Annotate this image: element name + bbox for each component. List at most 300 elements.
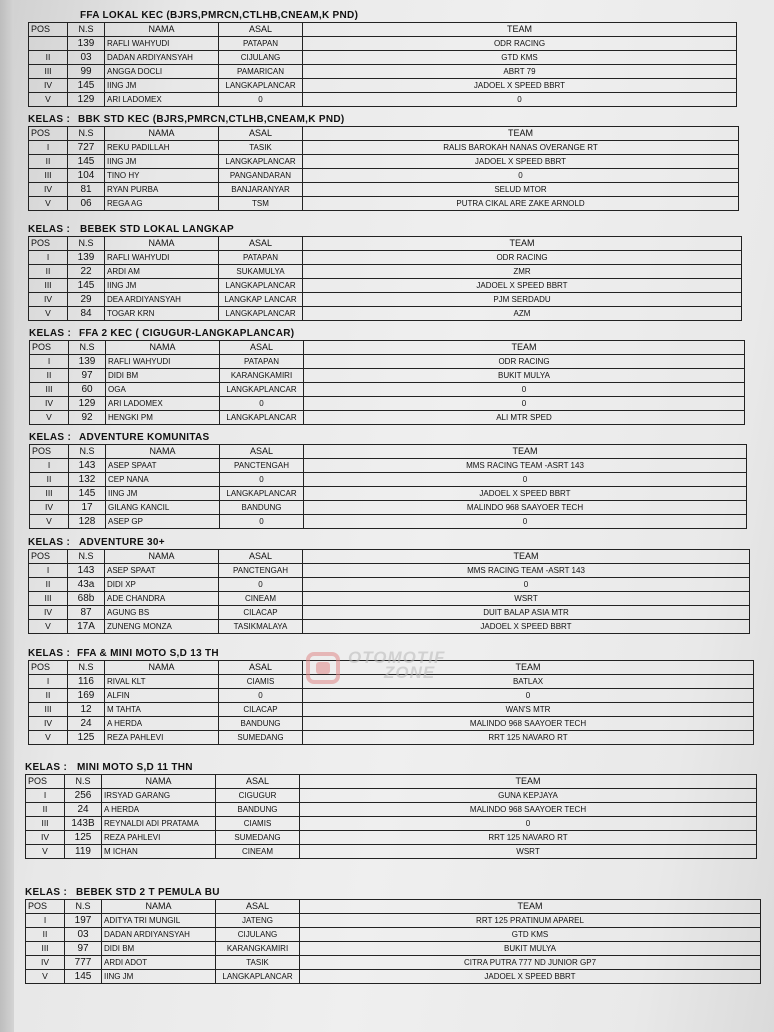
- results-table: [28, 236, 742, 321]
- cell-asal: KARANGKAMIRI: [216, 942, 300, 956]
- table-row: [30, 459, 747, 473]
- cell-ns: 119: [65, 845, 102, 859]
- cell-asal: TASIKMALAYA: [219, 620, 303, 634]
- cell-nama: REZA PAHLEVI: [102, 831, 216, 845]
- cell-nama: ARDI AM: [105, 265, 219, 279]
- cell-ns: 104: [68, 169, 105, 183]
- results-section: [28, 537, 750, 634]
- table-header-row: [29, 550, 750, 564]
- table-row: [29, 717, 754, 731]
- cell-pos: V: [29, 197, 68, 211]
- results-table: [25, 774, 757, 859]
- results-table: [25, 899, 761, 984]
- cell-asal: KARANGKAMIRI: [220, 369, 304, 383]
- class-name: FFA LOKAL KEC (BJRS,PMRCN,CTLHB,CNEAM,K PND): [80, 10, 359, 21]
- table-row: [29, 169, 739, 183]
- results-section: [28, 114, 739, 211]
- cell-pos: IV: [30, 397, 69, 411]
- cell-team: JADOEL X SPEED BBRT: [303, 155, 739, 169]
- cell-nama: RIVAL KLT: [105, 675, 219, 689]
- column-header-asal: ASAL: [219, 127, 303, 141]
- column-header-team: TEAM: [303, 661, 754, 675]
- cell-team: 0: [303, 578, 750, 592]
- column-header-pos: POS: [30, 341, 69, 355]
- table-row: [30, 515, 747, 529]
- cell-ns: 99: [68, 65, 105, 79]
- cell-nama: A HERDA: [102, 803, 216, 817]
- cell-asal: SUMEDANG: [216, 831, 300, 845]
- cell-pos: II: [26, 803, 65, 817]
- column-header-ns: N.S: [68, 23, 105, 37]
- table-row: [29, 578, 750, 592]
- table-row: [30, 487, 747, 501]
- table-header-row: [26, 900, 761, 914]
- cell-asal: TASIK: [216, 956, 300, 970]
- class-heading: [29, 432, 747, 444]
- cell-nama: AGUNG BS: [105, 606, 219, 620]
- table-row: [29, 689, 754, 703]
- cell-team: SELUD MTOR: [303, 183, 739, 197]
- table-row: [29, 197, 739, 211]
- column-header-pos: POS: [30, 445, 69, 459]
- table-header-row: [29, 237, 742, 251]
- cell-team: BUKIT MULYA: [300, 942, 761, 956]
- results-table: [28, 126, 739, 211]
- cell-pos: V: [29, 307, 68, 321]
- kelas-label: KELAS :: [29, 432, 72, 443]
- cell-team: PJM SERDADU: [303, 293, 742, 307]
- cell-asal: CIGUGUR: [216, 789, 300, 803]
- cell-team: 0: [303, 169, 739, 183]
- cell-team: RALIS BAROKAH NANAS OVERANGE RT: [303, 141, 739, 155]
- table-row: [26, 831, 757, 845]
- cell-pos: III: [30, 487, 69, 501]
- cell-ns: 197: [65, 914, 102, 928]
- cell-nama: A HERDA: [105, 717, 219, 731]
- cell-pos: I: [30, 459, 69, 473]
- column-header-asal: ASAL: [219, 23, 303, 37]
- cell-ns: 92: [69, 411, 106, 425]
- cell-nama: DIDI BM: [102, 942, 216, 956]
- cell-team: 0: [303, 93, 737, 107]
- table-row: [29, 155, 739, 169]
- cell-ns: 12: [68, 703, 105, 717]
- class-heading: [28, 10, 737, 22]
- table-row: [29, 141, 739, 155]
- class-name: FFA 2 KEC ( CIGUGUR-LANGKAPLANCAR): [79, 328, 295, 339]
- column-header-pos: POS: [26, 900, 65, 914]
- cell-pos: I: [29, 564, 68, 578]
- cell-asal: LANGKAPLANCAR: [220, 411, 304, 425]
- cell-nama: REKU PADILLAH: [105, 141, 219, 155]
- column-header-ns: N.S: [65, 775, 102, 789]
- results-table: [29, 444, 747, 529]
- cell-nama: RAFLI WAHYUDI: [106, 355, 220, 369]
- table-row: [30, 397, 745, 411]
- cell-asal: TASIK: [219, 141, 303, 155]
- cell-nama: TINO HY: [105, 169, 219, 183]
- column-header-team: TEAM: [303, 127, 739, 141]
- cell-ns: 139: [69, 355, 106, 369]
- cell-ns: 97: [65, 942, 102, 956]
- column-header-asal: ASAL: [219, 237, 303, 251]
- table-row: [30, 383, 745, 397]
- column-header-pos: POS: [29, 550, 68, 564]
- cell-nama: ARDI ADOT: [102, 956, 216, 970]
- cell-ns: 145: [65, 970, 102, 984]
- class-heading: [25, 762, 757, 774]
- cell-nama: DEA ARDIYANSYAH: [105, 293, 219, 307]
- table-row: [29, 675, 754, 689]
- cell-asal: CILACAP: [219, 606, 303, 620]
- kelas-label: KELAS :: [28, 224, 71, 235]
- table-row: [29, 265, 742, 279]
- table-row: [30, 501, 747, 515]
- table-row: [29, 620, 750, 634]
- cell-team: ABRT 79: [303, 65, 737, 79]
- column-header-asal: ASAL: [219, 661, 303, 675]
- table-row: [29, 51, 737, 65]
- table-row: [29, 93, 737, 107]
- column-header-nama: NAMA: [105, 661, 219, 675]
- cell-team: JADOEL X SPEED BBRT: [303, 279, 742, 293]
- cell-ns: 777: [65, 956, 102, 970]
- column-header-nama: NAMA: [102, 775, 216, 789]
- results-section: [29, 328, 745, 425]
- cell-team: ODR RACING: [304, 355, 745, 369]
- results-section: [25, 887, 761, 984]
- cell-team: BATLAX: [303, 675, 754, 689]
- cell-pos: V: [26, 845, 65, 859]
- cell-pos: II: [26, 928, 65, 942]
- cell-ns: 145: [69, 487, 106, 501]
- cell-asal: LANGKAPLANCAR: [219, 279, 303, 293]
- cell-nama: IING JM: [105, 155, 219, 169]
- cell-asal: BANDUNG: [219, 717, 303, 731]
- cell-ns: 256: [65, 789, 102, 803]
- cell-nama: TOGAR KRN: [105, 307, 219, 321]
- cell-team: MALINDO 968 SAAYOER TECH: [303, 717, 754, 731]
- table-row: [30, 355, 745, 369]
- cell-nama: REYNALDI ADI PRATAMA: [102, 817, 216, 831]
- cell-ns: 03: [65, 928, 102, 942]
- cell-pos: V: [30, 515, 69, 529]
- table-header-row: [29, 23, 737, 37]
- cell-nama: DIDI BM: [106, 369, 220, 383]
- cell-pos: V: [29, 93, 68, 107]
- results-section: [28, 224, 742, 321]
- table-row: [29, 606, 750, 620]
- cell-asal: SUKAMULYA: [219, 265, 303, 279]
- class-heading: [29, 328, 745, 340]
- cell-asal: CIAMIS: [219, 675, 303, 689]
- cell-pos: III: [29, 279, 68, 293]
- cell-pos: II: [30, 369, 69, 383]
- class-heading: [28, 648, 754, 660]
- table-row: [26, 928, 761, 942]
- cell-pos: III: [30, 383, 69, 397]
- table-row: [26, 970, 761, 984]
- column-header-nama: NAMA: [105, 237, 219, 251]
- cell-ns: 727: [68, 141, 105, 155]
- table-row: [26, 845, 757, 859]
- cell-pos: I: [29, 675, 68, 689]
- column-header-team: TEAM: [304, 445, 747, 459]
- cell-pos: III: [26, 817, 65, 831]
- column-header-ns: N.S: [68, 550, 105, 564]
- cell-pos: V: [29, 731, 68, 745]
- cell-pos: II: [29, 155, 68, 169]
- table-row: [29, 703, 754, 717]
- cell-nama: REZA PAHLEVI: [105, 731, 219, 745]
- column-header-asal: ASAL: [220, 445, 304, 459]
- column-header-pos: POS: [26, 775, 65, 789]
- column-header-pos: POS: [29, 237, 68, 251]
- cell-asal: CIJULANG: [216, 928, 300, 942]
- column-header-pos: POS: [29, 23, 68, 37]
- cell-team: 0: [304, 397, 745, 411]
- table-row: [30, 473, 747, 487]
- cell-asal: LANGKAPLANCAR: [220, 487, 304, 501]
- kelas-label: KELAS :: [25, 887, 68, 898]
- cell-ns: 143: [69, 459, 106, 473]
- kelas-label: KELAS :: [28, 537, 71, 548]
- table-row: [26, 817, 757, 831]
- cell-ns: 145: [68, 79, 105, 93]
- cell-team: JADOEL X SPEED BBRT: [303, 620, 750, 634]
- table-header-row: [30, 341, 745, 355]
- cell-team: ZMR: [303, 265, 742, 279]
- cell-asal: SUMEDANG: [219, 731, 303, 745]
- cell-ns: 125: [68, 731, 105, 745]
- column-header-pos: POS: [29, 127, 68, 141]
- cell-asal: CIAMIS: [216, 817, 300, 831]
- class-name: MINI MOTO S,D 11 THN: [77, 762, 193, 773]
- cell-asal: LANGKAPLANCAR: [219, 307, 303, 321]
- class-heading: [28, 114, 739, 126]
- cell-nama: IRSYAD GARANG: [102, 789, 216, 803]
- cell-team: JADOEL X SPEED BBRT: [303, 79, 737, 93]
- column-header-team: TEAM: [303, 237, 742, 251]
- cell-asal: LANGKAPLANCAR: [220, 383, 304, 397]
- cell-pos: V: [26, 970, 65, 984]
- cell-asal: 0: [219, 93, 303, 107]
- cell-asal: BANDUNG: [220, 501, 304, 515]
- cell-team: WSRT: [300, 845, 757, 859]
- watermark-line-1: OTOMOTIF: [348, 648, 446, 667]
- cell-ns: 116: [68, 675, 105, 689]
- table-row: [29, 79, 737, 93]
- cell-ns: 87: [68, 606, 105, 620]
- cell-team: CITRA PUTRA 777 ND JUNIOR GP7: [300, 956, 761, 970]
- table-row: [30, 411, 745, 425]
- column-header-ns: N.S: [65, 900, 102, 914]
- results-section: [28, 648, 754, 745]
- cell-team: AZM: [303, 307, 742, 321]
- column-header-team: TEAM: [304, 341, 745, 355]
- cell-team: ODR RACING: [303, 37, 737, 51]
- cell-asal: CIJULANG: [219, 51, 303, 65]
- cell-nama: CEP NANA: [106, 473, 220, 487]
- cell-ns: 145: [68, 155, 105, 169]
- cell-pos: I: [26, 789, 65, 803]
- cell-team: ODR RACING: [303, 251, 742, 265]
- cell-ns: 84: [68, 307, 105, 321]
- cell-pos: I: [29, 251, 68, 265]
- cell-pos: III: [29, 65, 68, 79]
- cell-ns: 128: [69, 515, 106, 529]
- table-header-row: [30, 445, 747, 459]
- cell-pos: IV: [30, 501, 69, 515]
- cell-nama: OGA: [106, 383, 220, 397]
- cell-nama: RYAN PURBA: [105, 183, 219, 197]
- cell-nama: RAFLI WAHYUDI: [105, 37, 219, 51]
- kelas-label: KELAS :: [25, 762, 68, 773]
- cell-nama: ADE CHANDRA: [105, 592, 219, 606]
- cell-team: RRT 125 NAVARO RT: [303, 731, 754, 745]
- cell-pos: V: [29, 620, 68, 634]
- cell-nama: IING JM: [105, 79, 219, 93]
- table-row: [26, 803, 757, 817]
- table-row: [29, 37, 737, 51]
- cell-team: PUTRA CIKAL ARE ZAKE ARNOLD: [303, 197, 739, 211]
- cell-nama: DADAN ARDIYANSYAH: [105, 51, 219, 65]
- cell-asal: 0: [220, 397, 304, 411]
- cell-pos: III: [29, 169, 68, 183]
- table-row: [29, 592, 750, 606]
- cell-asal: TSM: [219, 197, 303, 211]
- cell-ns: 139: [68, 251, 105, 265]
- class-name: BEBEK STD 2 T PEMULA BU: [76, 887, 220, 898]
- cell-ns: 125: [65, 831, 102, 845]
- cell-pos: IV: [29, 293, 68, 307]
- cell-nama: M ICHAN: [102, 845, 216, 859]
- cell-nama: ASEP GP: [106, 515, 220, 529]
- cell-nama: ARI LADOMEX: [106, 397, 220, 411]
- cell-team: 0: [304, 473, 747, 487]
- cell-asal: BANDUNG: [216, 803, 300, 817]
- table-row: [29, 183, 739, 197]
- cell-nama: RAFLI WAHYUDI: [105, 251, 219, 265]
- cell-team: JADOEL X SPEED BBRT: [304, 487, 747, 501]
- table-header-row: [26, 775, 757, 789]
- cell-ns: 129: [69, 397, 106, 411]
- table-row: [29, 65, 737, 79]
- cell-asal: LANGKAPLANCAR: [219, 155, 303, 169]
- cell-pos: IV: [26, 831, 65, 845]
- column-header-nama: NAMA: [106, 445, 220, 459]
- column-header-pos: POS: [29, 661, 68, 675]
- column-header-asal: ASAL: [216, 900, 300, 914]
- cell-nama: IING JM: [105, 279, 219, 293]
- cell-nama: IING JM: [102, 970, 216, 984]
- results-table: [28, 660, 754, 745]
- cell-nama: ASEP SPAAT: [105, 564, 219, 578]
- cell-team: GTD KMS: [303, 51, 737, 65]
- cell-ns: 43a: [68, 578, 105, 592]
- cell-pos: IV: [29, 606, 68, 620]
- cell-team: MMS RACING TEAM -ASRT 143: [304, 459, 747, 473]
- cell-team: GUNA KEPJAYA: [300, 789, 757, 803]
- cell-asal: 0: [219, 689, 303, 703]
- results-table: [29, 340, 745, 425]
- table-row: [29, 731, 754, 745]
- column-header-team: TEAM: [303, 23, 737, 37]
- kelas-label: KELAS :: [29, 328, 72, 339]
- cell-pos: [29, 37, 68, 51]
- cell-ns: 81: [68, 183, 105, 197]
- cell-ns: 129: [68, 93, 105, 107]
- table-row: [29, 564, 750, 578]
- cell-asal: PANGANDARAN: [219, 169, 303, 183]
- table-header-row: [29, 127, 739, 141]
- cell-asal: PATAPAN: [220, 355, 304, 369]
- column-header-nama: NAMA: [106, 341, 220, 355]
- cell-asal: PATAPAN: [219, 37, 303, 51]
- cell-pos: III: [26, 942, 65, 956]
- cell-nama: ANGGA DOCLI: [105, 65, 219, 79]
- cell-team: MMS RACING TEAM -ASRT 143: [303, 564, 750, 578]
- cell-ns: 17A: [68, 620, 105, 634]
- column-header-nama: NAMA: [105, 127, 219, 141]
- cell-pos: IV: [29, 79, 68, 93]
- cell-asal: 0: [220, 473, 304, 487]
- table-header-row: [29, 661, 754, 675]
- cell-ns: 145: [68, 279, 105, 293]
- cell-pos: I: [30, 355, 69, 369]
- cell-asal: 0: [220, 515, 304, 529]
- class-name: ADVENTURE 30+: [79, 537, 165, 548]
- cell-nama: ALFIN: [105, 689, 219, 703]
- cell-asal: LANGKAPLANCAR: [219, 79, 303, 93]
- cell-asal: BANJARANYAR: [219, 183, 303, 197]
- cell-pos: III: [29, 592, 68, 606]
- column-header-ns: N.S: [68, 237, 105, 251]
- column-header-ns: N.S: [68, 127, 105, 141]
- cell-nama: DIDI XP: [105, 578, 219, 592]
- cell-pos: V: [30, 411, 69, 425]
- class-heading: [28, 224, 742, 236]
- column-header-nama: NAMA: [105, 550, 219, 564]
- cell-team: 0: [304, 515, 747, 529]
- cell-nama: ARI LADOMEX: [105, 93, 219, 107]
- cell-pos: II: [29, 578, 68, 592]
- table-row: [29, 251, 742, 265]
- cell-pos: I: [26, 914, 65, 928]
- cell-pos: II: [29, 265, 68, 279]
- cell-nama: ADITYA TRI MUNGIL: [102, 914, 216, 928]
- cell-team: 0: [304, 383, 745, 397]
- kelas-label: KELAS :: [28, 114, 71, 125]
- cell-ns: 24: [68, 717, 105, 731]
- results-section: [25, 762, 757, 859]
- cell-asal: PATAPAN: [219, 251, 303, 265]
- cell-pos: IV: [29, 183, 68, 197]
- cell-nama: DADAN ARDIYANSYAH: [102, 928, 216, 942]
- cell-ns: 97: [69, 369, 106, 383]
- cell-pos: II: [30, 473, 69, 487]
- cell-team: 0: [303, 689, 754, 703]
- column-header-asal: ASAL: [216, 775, 300, 789]
- cell-asal: CILACAP: [219, 703, 303, 717]
- cell-asal: JATENG: [216, 914, 300, 928]
- cell-ns: 143B: [65, 817, 102, 831]
- cell-team: MALINDO 968 SAAYOER TECH: [300, 803, 757, 817]
- results-section: [28, 10, 737, 107]
- cell-nama: HENGKI PM: [106, 411, 220, 425]
- column-header-asal: ASAL: [220, 341, 304, 355]
- cell-ns: 06: [68, 197, 105, 211]
